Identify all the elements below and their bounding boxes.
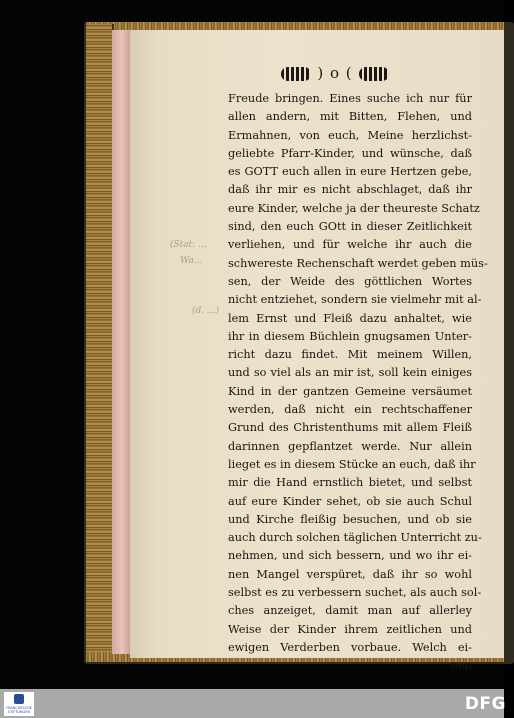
text-line: selbst es zu verbessern suchet, als auch sol-	[228, 586, 482, 600]
text-line: nen Mangel verspüret, daß ihr so wohl	[228, 567, 472, 581]
text-line: ihr in diesem Büchlein gnugsamen Unter-	[228, 329, 472, 343]
viewer-footer-bar	[0, 689, 504, 718]
text-line: sind, den euch GOtt in dieser Zeitlichkeit	[228, 220, 472, 234]
text-line: sen, der Weide des göttlichen Wortes	[228, 274, 472, 288]
text-line: und so viel als an mir ist, soll kein einiges	[228, 366, 472, 380]
text-line: darinnen gepflantzet werde. Nur allein	[228, 439, 472, 453]
text-line: Kind in der gantzen Gemeine versäumet	[228, 384, 472, 398]
catchword: nen	[450, 659, 472, 673]
text-line: Grund des Christenthums mit allem Fleiß	[228, 421, 472, 435]
text-line: ches anzeiget, damit man auf allerley	[228, 604, 472, 618]
book-page	[130, 30, 504, 673]
text-line: es GOTT euch allen in eure Hertzen gebe,	[228, 165, 472, 179]
dfg-logo[interactable]: DFG	[464, 694, 506, 714]
text-line: ewigen Verderben vorbaue. Welch ei-	[228, 640, 472, 654]
text-line: auch durch solchen täglichen Unterricht zu-	[228, 531, 482, 545]
ornament-icon	[281, 67, 311, 81]
body-text	[228, 90, 488, 676]
bleed-through-note: (d. ...)	[192, 306, 220, 316]
logo-text-line1: FRANCKESCHE	[6, 706, 32, 710]
header-text: ) o (	[317, 64, 353, 82]
bleed-through-note: (Stat: ...	[170, 240, 207, 250]
text-line: Freude bringen. Eines suche ich nur für	[228, 92, 472, 105]
text-line: nehmen, und sich bessern, und wo ihr ei-	[228, 549, 472, 563]
bleed-through-note: Wa...	[180, 256, 203, 266]
logo-text-line2: STIFTUNGEN	[7, 710, 31, 714]
page-header	[130, 64, 504, 82]
institution-mark-icon	[14, 694, 24, 704]
text-line: verliehen, und für welche ihr auch die	[228, 238, 472, 252]
text-line: geliebte Pfarr-Kinder, und wünsche, daß	[228, 146, 472, 160]
text-line: Weise der Kinder ihrem zeitlichen und	[228, 622, 472, 636]
text-line: mir die Hand ernstlich bietet, und selbst	[228, 476, 472, 490]
text-line: lem Ernst und Fleiß dazu anhaltet, wie	[228, 311, 472, 325]
gilt-border-left	[86, 24, 114, 662]
text-line: allen andern, mit Bitten, Flehen, und	[228, 110, 472, 124]
text-line: auf eure Kinder sehet, ob sie auch Schul	[228, 494, 472, 508]
text-line: daß ihr mir es nicht abschlaget, daß ihr	[228, 183, 472, 197]
franckesche-stiftungen-logo[interactable]	[4, 692, 34, 716]
endpaper-edge	[112, 30, 132, 654]
text-line: richt dazu findet. Mit meinem Willen,	[228, 348, 472, 362]
text-line: nicht entziehet, sondern sie vielmehr mit al-	[228, 293, 482, 307]
ornament-icon	[359, 67, 389, 81]
text-line: lieget es in diesem Stücke an euch, daß ihr	[228, 457, 476, 471]
text-line: schwereste Rechenschaft werdet geben müs-	[228, 256, 488, 270]
text-line: und Kirche fleißig besuchen, und ob sie	[228, 512, 472, 526]
text-line: werden, daß nicht ein rechtschaffener	[228, 403, 472, 417]
text-line: eure Kinder, welche ja der theureste Schatz	[228, 201, 480, 215]
text-line: Ermahnen, von euch, Meine herzlichst-	[228, 128, 472, 142]
